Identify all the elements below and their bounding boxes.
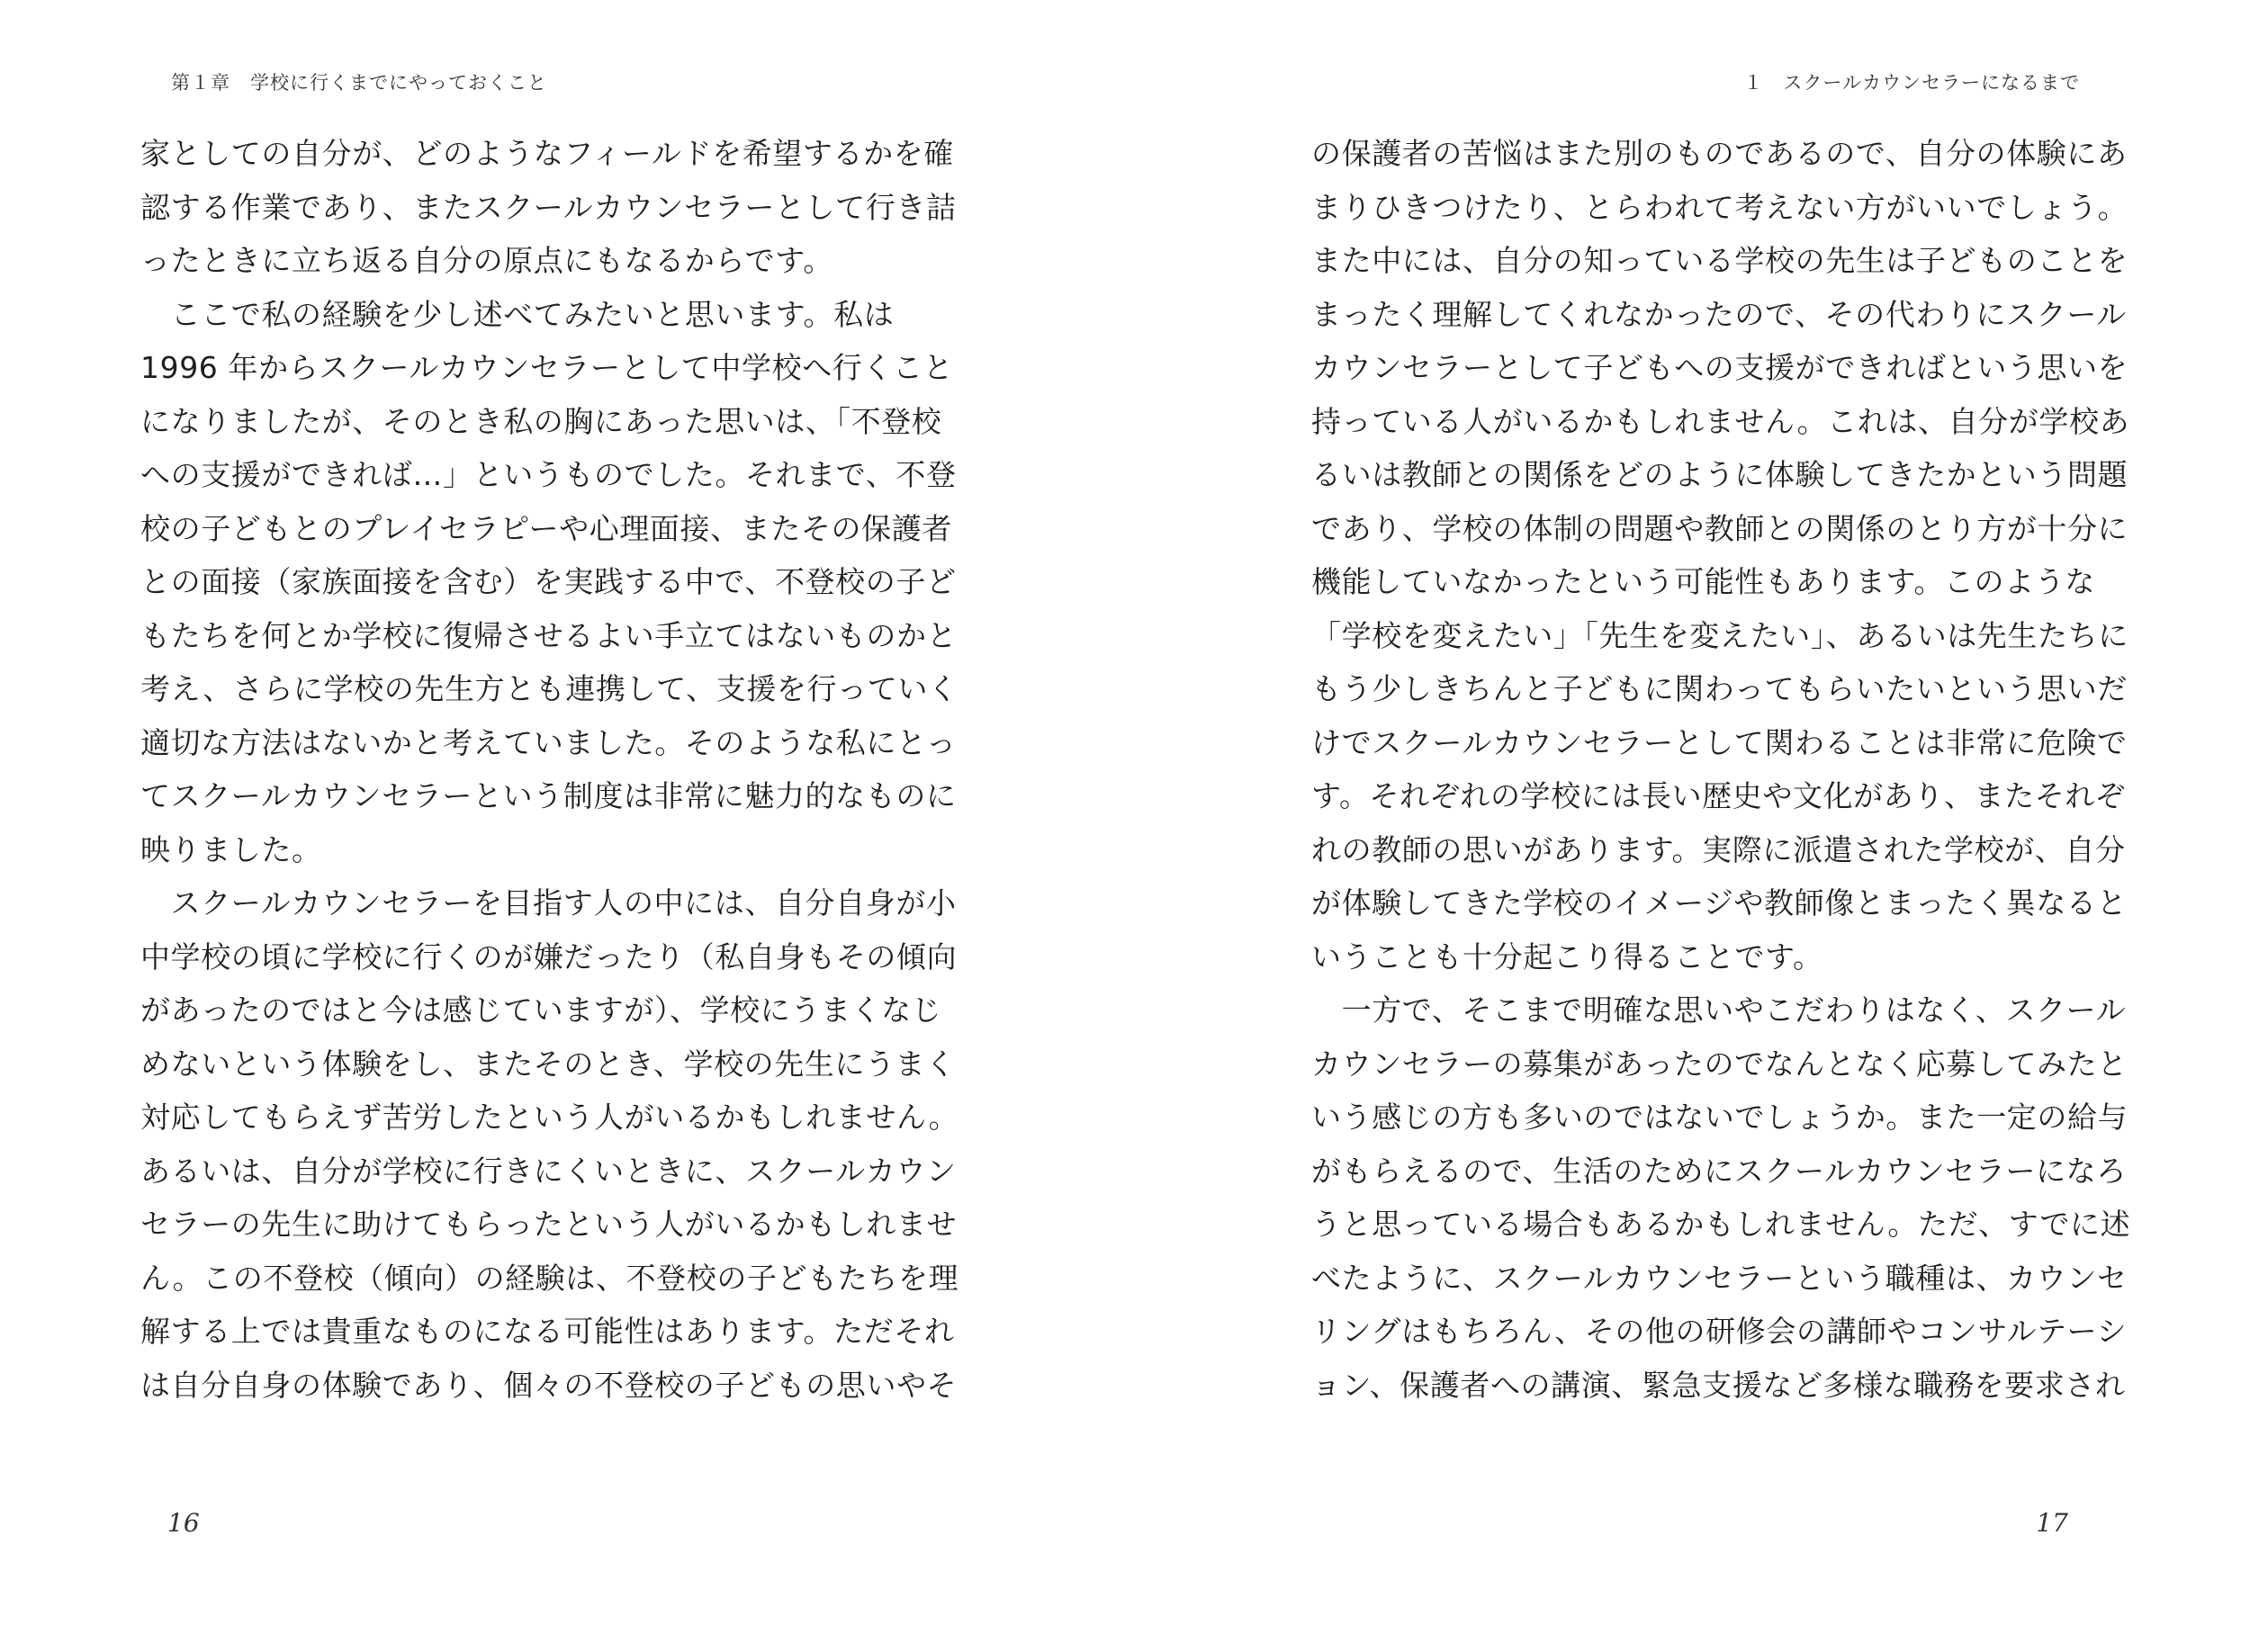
text-line: けでスクールカウンセラーとして関わることは非常に危険で (1311, 724, 2128, 760)
text-line: がもらえるので、生活のためにスクールカウンセラーになろ (1311, 1153, 2127, 1189)
text-line: あるいは、自分が学校に行きにくいときに、スクールカウン (140, 1153, 957, 1189)
text-line: リングはもちろん、その他の研修会の講師やコンサルテーシ (1311, 1314, 2128, 1349)
text-line: への支援ができれば…」というものでした。それまで、不登 (140, 457, 957, 492)
left-page-body (140, 127, 959, 1412)
text-line: 校の子どもとのプレイセラピーや心理面接、またその保護者 (140, 510, 952, 546)
text-line: カウンセラーの募集があったのでなんとなく応募してみたと (1311, 1046, 2128, 1082)
text-line: ここで私の経験を少し述べてみたいと思います。私は (140, 296, 895, 332)
text-line: が体験してきた学校のイメージや教師像とまったく異なると (1311, 885, 2128, 920)
text-line: 1996 年からスクールカウンセラーとして中学校へ行くこと (140, 350, 954, 385)
text-line: 映りました。 (140, 831, 322, 867)
right-page-body (1311, 127, 2131, 1412)
text-line: 対応してもらえず苦労したという人がいるかもしれません。 (140, 1100, 959, 1135)
text-line: 解する上では貴重なものになる可能性はあります。ただそれ (140, 1314, 955, 1349)
text-line: れの教師の思いがあります。実際に派遣された学校が、自分 (1311, 831, 2126, 867)
text-line: 機能していなかったという可能性もあります。このような (1311, 564, 2095, 599)
text-line: めないという体験をし、またそのとき、学校の先生にうまく (140, 1046, 956, 1082)
text-line: るいは教師との関係をどのように体験してきたかという問題 (1311, 457, 2128, 492)
text-line: 認する作業であり、またスクールカウンセラーとして行き詰 (140, 189, 957, 225)
text-line: す。それぞれの学校には長い歴史や文化があり、またそれぞ (1311, 778, 2126, 813)
text-line: 家としての自分が、どのようなフィールドを希望するかを確 (140, 136, 954, 171)
running-head-chapter: 第１章 学校に行くまでにやっておくこと (171, 72, 547, 94)
text-line: もたちを何とか学校に復帰させるよい手立てはないものかと (140, 617, 958, 653)
right-page (1125, 0, 2250, 1652)
text-line: ョン、保護者への講演、緊急支援など多様な職務を要求され (1311, 1367, 2126, 1403)
page-number: 17 (2036, 1508, 2068, 1538)
text-line: 考え、さらに学校の先生方とも連携して、支援を行っていく (140, 671, 958, 706)
text-line: 「学校を変えたい」「先生を変えたい」、あるいは先生たちに (1311, 617, 2128, 653)
text-line: うと思っている場合もあるかもしれません。ただ、すでに述 (1311, 1207, 2131, 1242)
text-line: スクールカウンセラーを目指す人の中には、自分自身が小 (140, 885, 957, 920)
page-number: 16 (167, 1508, 200, 1538)
text-line: の保護者の苦悩はまた別のものであるので、自分の体験にあ (1311, 136, 2128, 171)
text-line: いうことも十分起こり得ることです。 (1311, 938, 1823, 974)
text-line: べたように、スクールカウンセラーという職種は、カウンセ (1311, 1260, 2128, 1296)
text-line: ったときに立ち返る自分の原点にもなるからです。 (140, 243, 833, 278)
text-line: との面接（家族面接を含む）を実践する中で、不登校の子ど (140, 564, 957, 599)
running-head-section: １ スクールカウンセラーになるまで (1743, 72, 2080, 94)
text-line: 一方で、そこまで明確な思いやこだわりはなく、スクール (1311, 992, 2127, 1028)
text-line: まったく理解してくれなかったので、その代わりにスクール (1311, 296, 2127, 332)
text-line: てスクールカウンセラーという制度は非常に魅力的なものに (140, 778, 957, 813)
text-line: 適切な方法はないかと考えていました。そのような私にとっ (140, 724, 957, 760)
text-line: また中には、自分の知っている学校の先生は子どものことを (1311, 243, 2128, 278)
text-line: いう感じの方も多いのではないでしょうか。また一定の給与 (1311, 1100, 2128, 1135)
text-line: であり、学校の体制の問題や教師との関係のとり方が十分に (1311, 510, 2128, 546)
text-line: になりましたが、そのとき私の胸にあった思いは、「不登校 (140, 403, 942, 439)
text-line: もう少しきちんと子どもに関わってもらいたいという思いだ (1311, 671, 2128, 706)
text-line: は自分自身の体験であり、個々の不登校の子どもの思いやそ (140, 1367, 958, 1403)
text-line: 持っている人がいるかもしれません。これは、自分が学校あ (1311, 403, 2130, 439)
text-line: まりひきつけたり、とらわれて考えない方がいいでしょう。 (1311, 189, 2128, 225)
text-line: ん。この不登校（傾向）の経験は、不登校の子どもたちを理 (140, 1260, 959, 1296)
text-line: があったのではと今は感じていますが）、学校にうまくなじ (140, 992, 942, 1028)
text-line: セラーの先生に助けてもらったという人がいるかもしれませ (140, 1207, 958, 1242)
text-line: 中学校の頃に学校に行くのが嫌だったり（私自身もその傾向 (140, 938, 958, 974)
text-line: カウンセラーとして子どもへの支援ができればという思いを (1311, 350, 2128, 385)
